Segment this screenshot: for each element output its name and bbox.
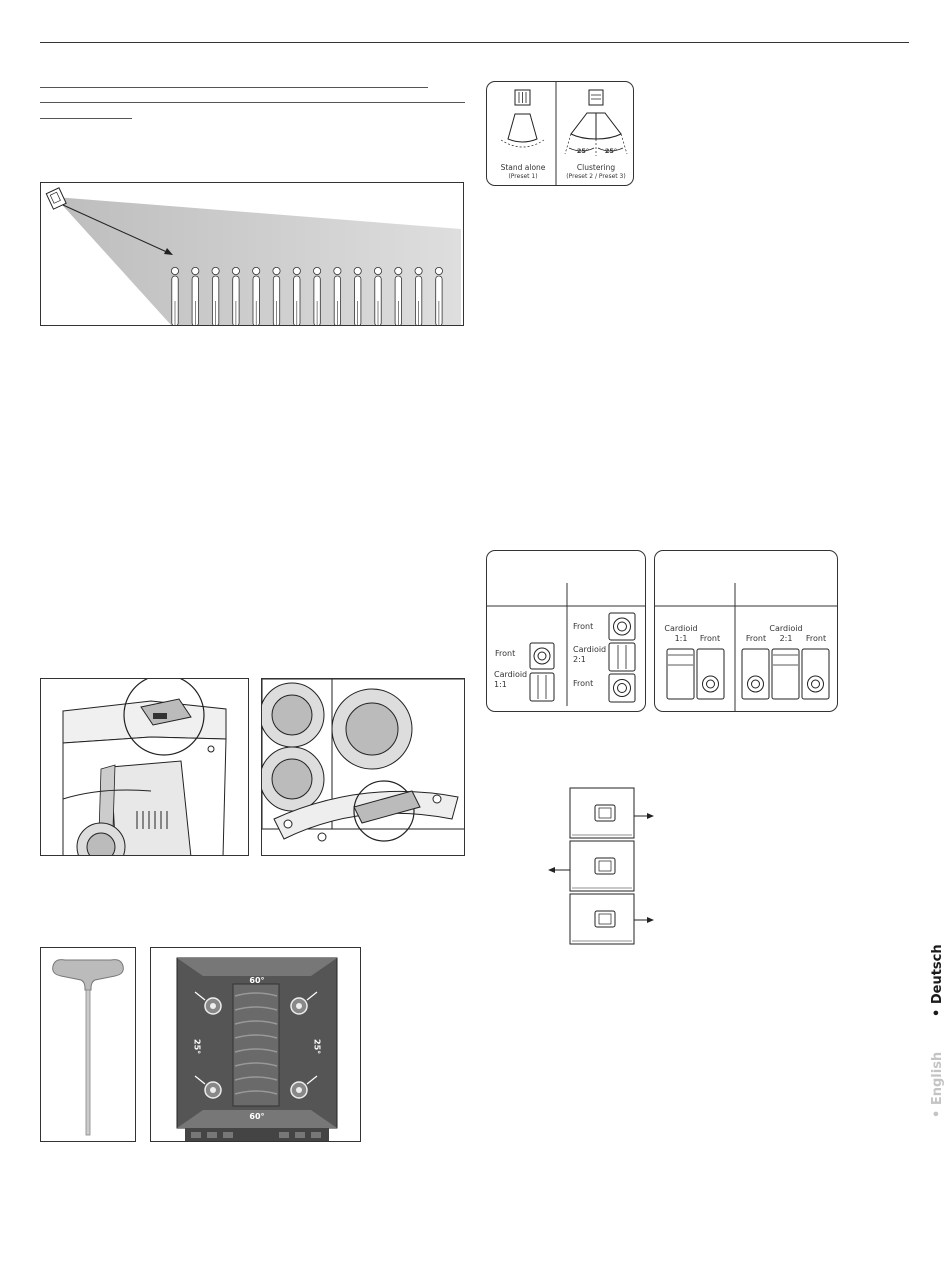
- rigging-detail-right: [261, 678, 465, 856]
- left-angle-label: 25°: [192, 1039, 202, 1055]
- screw-top-right-icon: [291, 998, 307, 1014]
- col2-front-right-label: Front: [805, 634, 827, 643]
- header-rule: [40, 42, 909, 43]
- front-sub-icon: [530, 643, 554, 669]
- cluster-beam-right: [596, 113, 621, 139]
- cardioid-mid-sub-icon: [609, 643, 635, 671]
- col1-cardioid-sub-icon: [667, 649, 694, 699]
- heading-line-3: [40, 118, 132, 119]
- cluster-beam-left: [571, 113, 596, 139]
- col2-front-bottom-label: Front: [573, 679, 594, 688]
- cardioid-label-line2: 1:1: [494, 680, 507, 689]
- allen-key-icon: [41, 948, 136, 1142]
- screw-bottom-left-icon: [205, 1082, 221, 1098]
- col1-front-sub-icon: [697, 649, 724, 699]
- col2-front-left-sub-icon: [742, 649, 769, 699]
- front-bottom-sub-icon: [609, 674, 635, 702]
- language-tab-english[interactable]: • English: [930, 1051, 945, 1118]
- col2-cardioid-line1: Cardioid: [573, 645, 607, 654]
- front-label: Front: [495, 649, 516, 658]
- col2-front-right-sub-icon: [802, 649, 829, 699]
- col1-front-label: Front: [699, 634, 721, 643]
- clustering-preset: (Preset 2 / Preset 3): [566, 173, 626, 180]
- screw-bottom-right-icon: [291, 1082, 307, 1098]
- cardioid-panel-right: [654, 550, 838, 712]
- front-top-sub-icon: [609, 613, 635, 640]
- col2-cardioid-line1: Cardioid: [769, 624, 803, 633]
- stacked-speaker-icon: [589, 90, 603, 105]
- rigging-drawing-left: [41, 679, 249, 856]
- single-speaker-icon: [515, 90, 530, 105]
- clustering-label: Clustering: [576, 163, 616, 172]
- col2-cardioid-line2: 2:1: [779, 634, 793, 643]
- angle-left-label: 25°: [576, 147, 590, 155]
- cardioid-label-line1: Cardioid: [494, 670, 528, 679]
- heading-line-1: [40, 87, 428, 88]
- cardioid-sub-icon: [530, 673, 554, 701]
- bottom-angle-label: 60°: [249, 1112, 265, 1121]
- col2-front-left-label: Front: [745, 634, 767, 643]
- horn-angle-figure: [150, 947, 361, 1142]
- stacked-subs-direction-figure: [540, 786, 660, 948]
- col1-cardioid-line2: 1:1: [674, 634, 688, 643]
- cardioid-left-drawing: [487, 551, 646, 712]
- audience-coverage-drawing: [41, 183, 464, 326]
- angle-right-label: 25°: [604, 147, 618, 155]
- top-angle-label: 60°: [249, 976, 265, 985]
- rigging-detail-left: [40, 678, 249, 856]
- col2-front-top-label: Front: [573, 622, 594, 631]
- bottom-sub: [570, 894, 654, 944]
- top-sub: [570, 788, 654, 838]
- cardioid-panel-left: [486, 550, 646, 712]
- col2-cardioid-sub-icon: [772, 649, 799, 699]
- language-tab-deutsch[interactable]: • Deutsch: [930, 944, 945, 1017]
- preset-diagram: [486, 81, 634, 186]
- col2-cardioid-line2: 2:1: [573, 655, 586, 664]
- heading-line-2: [40, 102, 465, 103]
- screw-top-left-icon: [205, 998, 221, 1014]
- stand-alone-preset: (Preset 1): [508, 173, 538, 180]
- allen-key-figure: [40, 947, 136, 1142]
- single-beam: [508, 114, 537, 142]
- col1-cardioid-line1: Cardioid: [664, 624, 698, 633]
- right-angle-label: 25°: [312, 1039, 322, 1055]
- stand-alone-label: Stand alone: [500, 163, 546, 172]
- rigging-drawing-right: [262, 679, 465, 856]
- middle-sub: [548, 841, 634, 891]
- audience-coverage-figure: [40, 182, 464, 326]
